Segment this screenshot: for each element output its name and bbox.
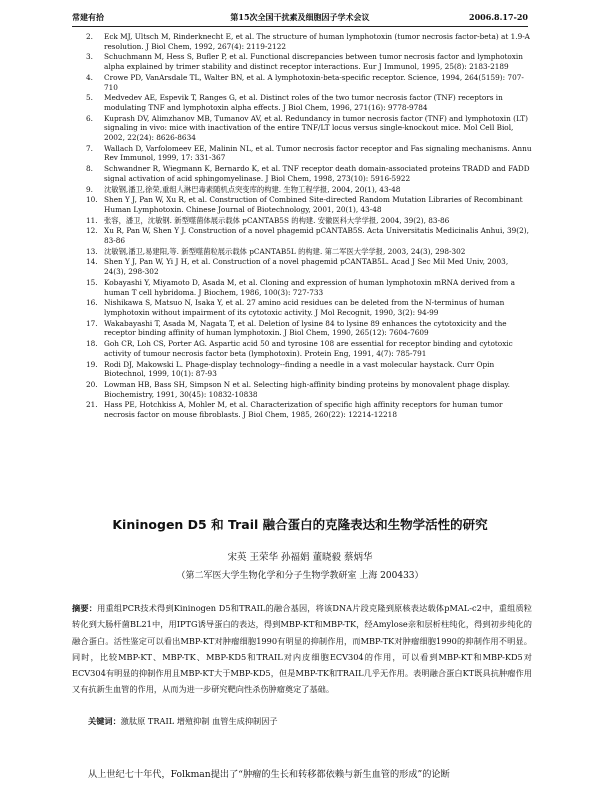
keywords bbox=[88, 716, 528, 727]
reference-text: 张容，潘卫，沈敏钢. 新型噬菌体展示载体 pCANTAB5S 的构建. 安徽医科大学学报, 2004, 39(2), 83-86 bbox=[104, 215, 450, 225]
reference-item bbox=[72, 32, 532, 51]
reference-text: Kuprash DV, Alimzhanov MB, Tumanov AV, et al. Redundancy in tumor necrosis factor (TNF) and lymphotoxin (LT) signaling in vivo: mice with inactivation of the entire TNF/LT locus versus single-knockout mice. Mol Cell Biol, 2002, 22(24): 8626-8634 bbox=[104, 113, 528, 143]
reference-number: 7. bbox=[86, 143, 93, 153]
reference-text: Schuchmann M, Hess S, Bufler P, et al. Functional discrepancies between tumor necrosis factor and lymphotoxin alpha explained by trimer stability and distinct receptor interactions. Eur J Immunol, 1995, 25(8): 2183-2189 bbox=[104, 52, 523, 72]
reference-item bbox=[72, 278, 532, 297]
reference-number: 8. bbox=[86, 164, 93, 174]
abstract-label: 摘要： bbox=[72, 603, 98, 613]
header-date: 2006.8.17-20 bbox=[469, 12, 528, 22]
reference-item bbox=[72, 400, 532, 419]
reference-number: 5. bbox=[86, 93, 93, 103]
intro-paragraph: 从上世纪七十年代，Folkman提出了“肿瘤的生长和转移都依赖与新生血管的形成”的论断 bbox=[88, 769, 450, 780]
reference-item bbox=[72, 216, 532, 226]
reference-list bbox=[72, 32, 532, 421]
reference-item bbox=[72, 298, 532, 317]
reference-number: 18. bbox=[86, 339, 98, 349]
reference-number: 4. bbox=[86, 72, 93, 82]
reference-text: Wakabayashi T, Asada M, Nagata T, et al. Deletion of lysine 84 to lysine 89 enhances the cytotoxicity and the receptor binding affinity of human lymphotoxin. J Biol Chem, 1990, 265(12): 7604-7609 bbox=[104, 318, 507, 338]
reference-item bbox=[72, 73, 532, 92]
reference-text: Eck MJ, Ultsch M, Rinderknecht E, et al. The structure of human lymphotoxin (tumor necrosis factor-beta) at 1.9-A resolution. J Biol Chem, 1992, 267(4): 2119-2122 bbox=[104, 32, 530, 51]
keywords-text: 激肽原 TRAIL 增殖抑制 血管生成抑制因子 bbox=[120, 716, 278, 726]
reference-item bbox=[72, 339, 532, 358]
abstract-text: 用重组PCR技术得到Kininogen D5和TRAIL的融合基因，将该DNA片段克隆到原核表达载体pMAL-c2中，重组质粒转化到大肠杆菌BL21中，用IPTG诱导蛋白的表达，得到MBP-KT和MBP-TK，经Amylose亲和层析柱纯化，得到初步纯化的融合蛋白。活性鉴定可以看出MBP-KT对肿瘤细胞1990有明显的抑制作用，而MBP-TK对肿瘤细胞1990的抑制作用不明显。同时，比较MBP-KT、MBP-TK、MBP-KD5和TRAIL对内皮细胞ECV304的作用，可以看到MBP-KT和MBP-KD5对ECV304有明显的抑制作用且MBP-KT大于MBP-KD5，但是MBP-TK和TRAIL几乎无作用。表明融合蛋白KT既具抗肿瘤作用又有抗新生血管的作用，从而为进一步研究靶向性杀伤肿瘤奠定了基础。 bbox=[72, 603, 532, 695]
article-title: Kininogen D5 和 Trail 融合蛋白的克隆表达和生物学活性的研究 bbox=[112, 517, 488, 532]
reference-item bbox=[72, 52, 532, 71]
header-journal: 常建有拾 bbox=[72, 12, 104, 22]
reference-number: 17. bbox=[86, 318, 98, 328]
reference-text: 沈敏钢,潘卫,徐荣,重组人淋巴毒素随机点突变库的构建. 生物工程学报, 2004, 20(1), 43-48 bbox=[104, 184, 401, 194]
abstract bbox=[72, 600, 532, 698]
reference-number: 2. bbox=[86, 32, 93, 41]
reference-text: Wallach D, Varfolomeev EE, Malinin NL, et al. Tumor necrosis factor receptor and Fas signaling mechanisms. Annu Rev Immunol, 1999, 17: 331-367 bbox=[104, 143, 532, 163]
reference-number: 19. bbox=[86, 359, 98, 369]
reference-text: 沈敏钢,潘卫,易建阳,等. 新型噬菌粒展示载体 pCANTAB5L 的构建. 第二军医大学学报, 2003, 24(3), 298-302 bbox=[104, 246, 466, 256]
reference-number: 12. bbox=[86, 226, 98, 236]
reference-text: Hass PE, Hotchkiss A, Mohler M, et al. Characterization of specific high affinity receptors for human tumor necrosis factor on mouse fibroblasts. J Biol Chem, 1985, 260(22): 12214-12218 bbox=[104, 400, 503, 420]
reference-text: Schwandner R, Wiegmann K, Bernardo K, et al. TNF receptor death domain-associated proteins TRADD and FADD signal activation of acid sphingomyelinase. J Biol Chem, 1998, 273(10): 5916-5922 bbox=[104, 164, 530, 183]
running-header bbox=[72, 8, 528, 27]
reference-text: Lowman HB, Bass SH, Simpson N et al. Selecting high-affinity binding proteins by monovalent phage display. Biochemistry, 1991, 30(45): 10832-10838 bbox=[104, 379, 510, 399]
reference-item bbox=[72, 360, 532, 379]
reference-item bbox=[72, 93, 532, 112]
article-authors: 宋英 王荣华 孙福娟 董晓毅 蔡炳华 bbox=[227, 552, 373, 563]
reference-number: 14. bbox=[86, 257, 98, 267]
reference-text: Rodi DJ, Makowski L. Phage-display technology--finding a needle in a vast molecular haystack. Curr Opin Biotechnol, 1999, 10(1): 87-93 bbox=[104, 359, 495, 379]
reference-text: Kobayashi Y, Miyamoto D, Asada M, et al. Cloning and expression of human lymphotoxin mRNA derived from a human T cell hybridoma. J Biochem, 1986, 100(3): 727-733 bbox=[104, 277, 515, 297]
reference-item bbox=[72, 257, 532, 276]
reference-number: 9. bbox=[86, 184, 93, 194]
reference-number: 16. bbox=[86, 298, 98, 308]
header-conference: 第15次全国干扰素及细胞因子学术会议 bbox=[230, 12, 370, 22]
reference-item bbox=[72, 380, 532, 399]
reference-text: Crowe PD, VanArsdale TL, Walter BN, et al. A lymphotoxin-beta-specific receptor. Science, 1994, 264(5159): 707-710 bbox=[104, 72, 524, 92]
article-affiliation: （第二军医大学生物化学和分子生物学教研室 上海 200433） bbox=[176, 571, 424, 581]
reference-text: Shen Y J, Pan W, Yi J H, et al. Construction of a novel phagemid pCANTAB5L. Acad J Sec Mil Med Univ, 2003, 24(3), 298-302 bbox=[104, 257, 509, 277]
reference-number: 15. bbox=[86, 277, 98, 287]
reference-item bbox=[72, 144, 532, 163]
reference-item bbox=[72, 247, 532, 257]
reference-item bbox=[72, 185, 532, 195]
reference-number: 20. bbox=[86, 379, 98, 389]
reference-number: 10. bbox=[86, 195, 98, 205]
reference-number: 3. bbox=[86, 52, 93, 62]
reference-number: 11. bbox=[86, 215, 98, 225]
reference-item bbox=[72, 195, 532, 214]
reference-item bbox=[72, 226, 532, 245]
reference-item bbox=[72, 319, 532, 338]
reference-number: 13. bbox=[86, 246, 98, 256]
keywords-label: 关键词： bbox=[88, 716, 121, 726]
reference-text: Nishikawa S, Matsuo N, Isaka Y, et al. 27 amino acid residues can be deleted from the N-terminus of human lymphotoxin without impairment of its cytotoxic activity. J Mol Recognit, 1990, 3(2): 94-99 bbox=[104, 298, 505, 317]
reference-item bbox=[72, 114, 532, 143]
reference-text: Xu R, Pan W, Shen Y J. Construction of a novel phagemid pCANTAB5S. Acta Universitatis Medicinalis Anhui, 39(2), 83-86 bbox=[104, 226, 529, 246]
reference-text: Medvedev AE, Espevik T, Ranges G, et al. Distinct roles of the two tumor necrosis factor (TNF) receptors in modulating TNF and lymphotoxin alpha effects. J Biol Chem, 1996, 271(16): 9778-9784 bbox=[104, 93, 503, 112]
reference-text: Shen Y J, Pan W, Xu R, et al. Construction of Combined Site-directed Random Mutation Libraries of Recombinant Human Lymphotoxin. Chinese Journal of Biotechnology, 2001, 20(1), 43-48 bbox=[104, 195, 523, 214]
reference-text: Goh CR, Loh CS, Porter AG. Aspartic acid 50 and tyrosine 108 are essential for receptor binding and cytotoxic activity of tumour necrosis factor beta (lymphotoxin). Protein Eng, 1991, 4(7): 785-791 bbox=[104, 339, 513, 358]
reference-number: 21. bbox=[86, 400, 98, 410]
reference-number: 6. bbox=[86, 113, 93, 123]
reference-item bbox=[72, 164, 532, 183]
